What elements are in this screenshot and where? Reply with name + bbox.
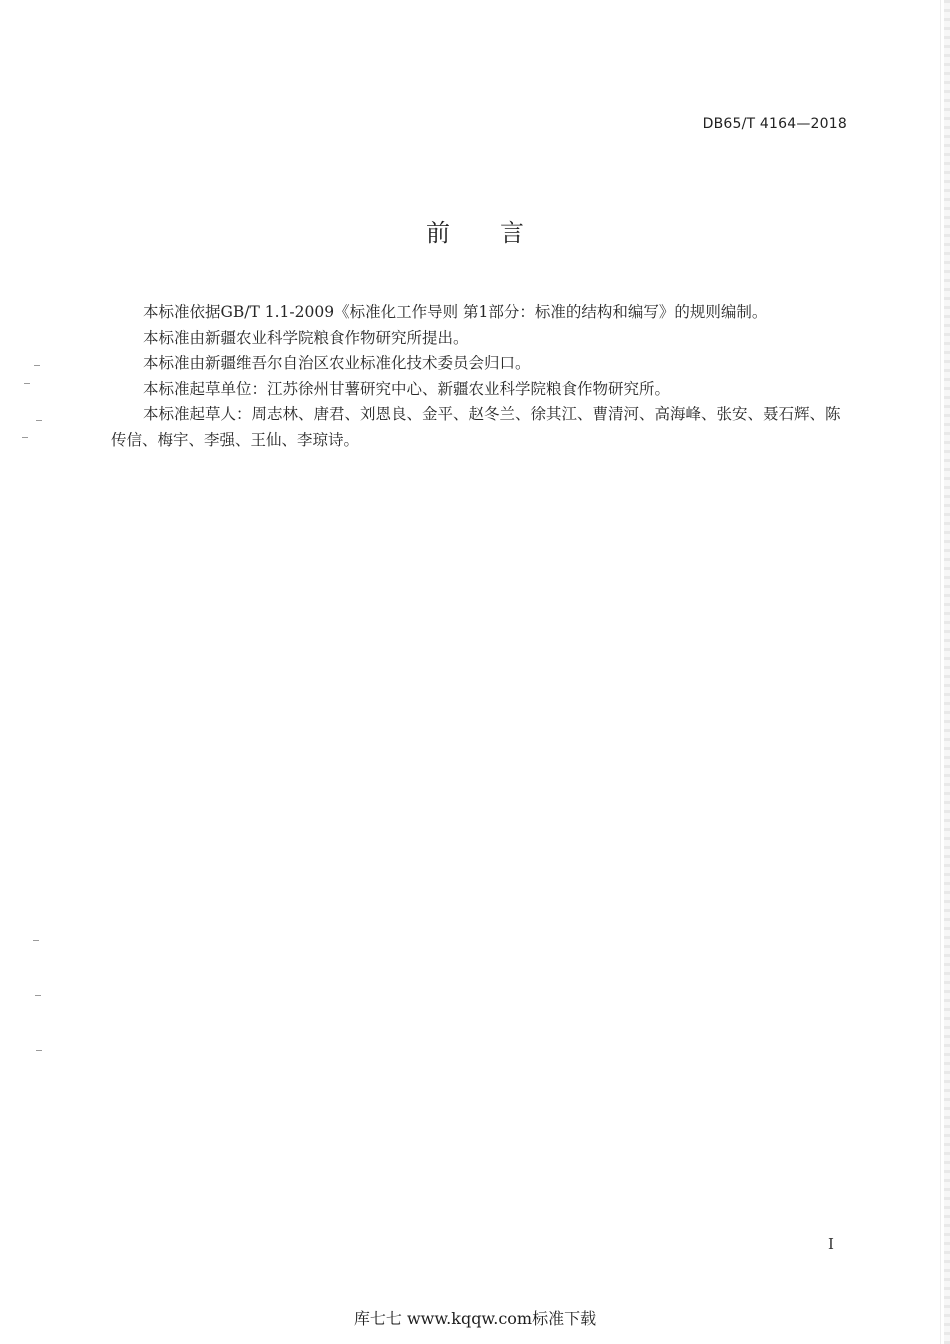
scan-speck (22, 437, 28, 438)
scan-speck (35, 995, 41, 996)
scan-edge-line (940, 0, 941, 1344)
foreword-body (111, 300, 853, 453)
paragraph-drafters: 本标准起草人：周志林、唐君、刘恩良、金平、赵冬兰、徐其江、曹清河、高海峰、张安、聂石辉、陈传信、梅宇、李强、王仙、李琼诗。 (111, 405, 841, 449)
page-number: I (828, 1235, 834, 1253)
paragraph-committee: 本标准由新疆维吾尔自治区农业标准化技术委员会归口。 (143, 354, 531, 372)
paragraph-basis: 本标准依据GB/T 1.1-2009《标准化工作导则 第1部分：标准的结构和编写》的规则编制。 (143, 303, 768, 321)
document-code: DB65/T 4164—2018 (702, 116, 847, 132)
scan-speck (36, 420, 42, 421)
scan-speck (33, 940, 39, 941)
scan-speck (34, 365, 40, 366)
paragraph-drafting-units: 本标准起草单位：江苏徐州甘薯研究中心、新疆农业科学院粮食作物研究所。 (143, 379, 671, 398)
paragraph-proposer: 本标准由新疆农业科学院粮食作物研究所提出。 (143, 328, 469, 347)
page-title: 前言 (426, 219, 574, 247)
scan-edge-artifact (944, 0, 950, 1344)
footer-source-watermark: 库七七 www.kqqw.com标准下载 (353, 1309, 597, 1328)
scan-speck (36, 1050, 42, 1051)
scan-speck (24, 383, 30, 384)
